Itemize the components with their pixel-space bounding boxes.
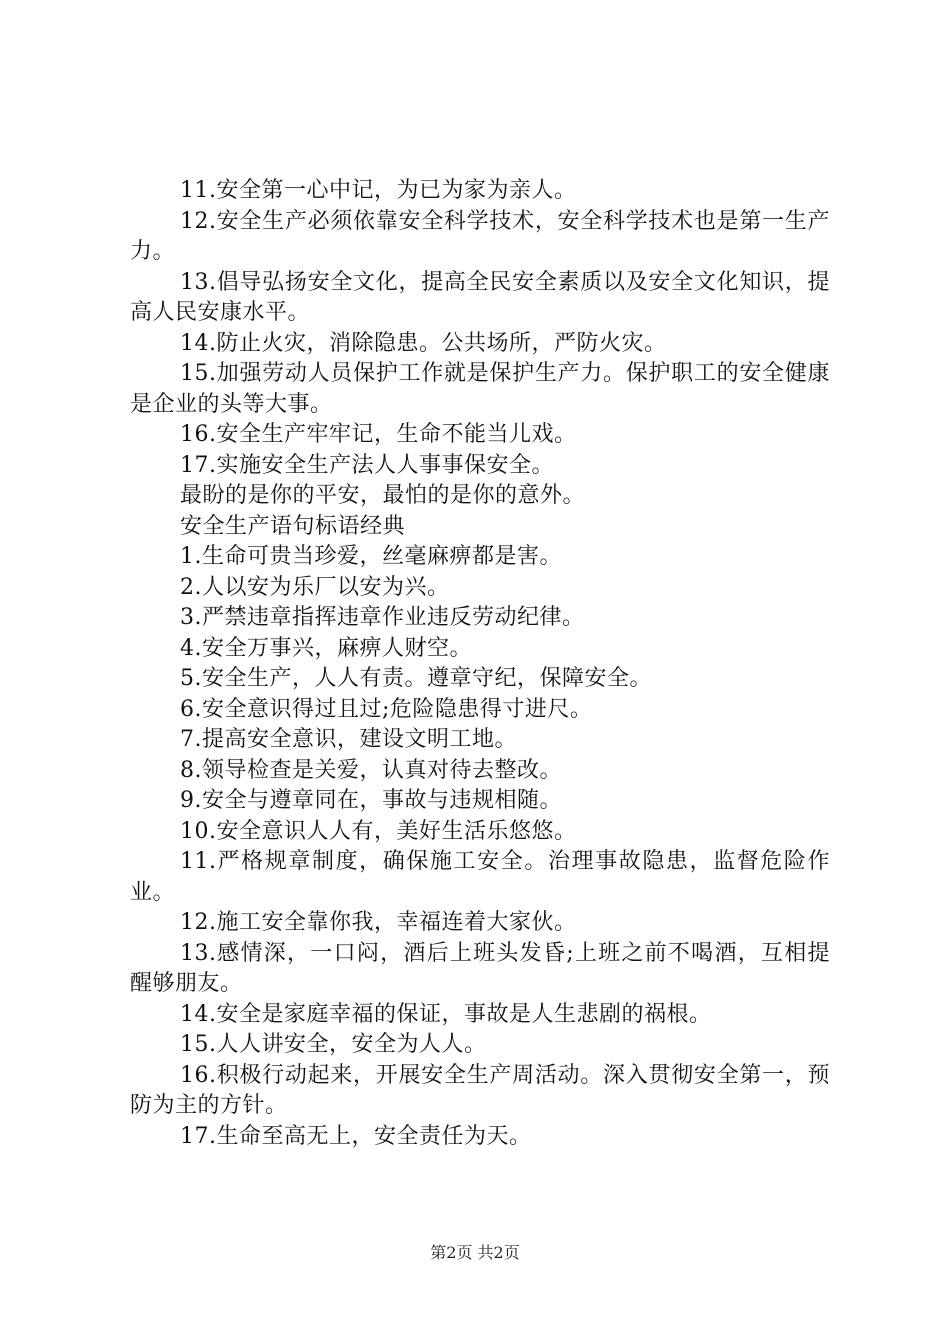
paragraph: 1.生命可贵当珍爱，丝毫麻痹都是害。	[180, 544, 562, 569]
paragraph: 9.安全与遵章同在，事故与违规相随。	[180, 788, 562, 813]
paragraph: 11.严格规章制度，确保施工安全。治理事故隐患，监督危险作业。	[130, 849, 830, 905]
paragraph: 4.安全万事兴，麻痹人财空。	[180, 635, 472, 661]
paragraph: 15.加强劳动人员保护工作就是保护生产力。保护职工的安全健康是企业的头等大事。	[130, 361, 830, 417]
paragraph: 13.感情深，一口闷，酒后上班头发昏;上班之前不喝酒，互相提醒够朋友。	[130, 940, 830, 996]
paragraph: 14.安全是家庭幸福的保证，事故是人生悲剧的祸根。	[180, 1001, 712, 1027]
paragraph: 7.提高安全意识，建设文明工地。	[180, 727, 517, 752]
paragraph: 12.施工安全靠你我，幸福连着大家伙。	[180, 910, 577, 935]
paragraph: 17.生命至高无上，安全责任为天。	[180, 1123, 532, 1149]
paragraph: 10.安全意识人人有，美好生活乐悠悠。	[180, 818, 577, 844]
paragraph: 8.领导检查是关爱，认真对待去整改。	[180, 757, 562, 783]
document-body	[130, 176, 830, 1152]
paragraph: 2.人以安为乐厂以安为兴。	[180, 574, 450, 600]
paragraph: 15.人人讲安全，安全为人人。	[180, 1032, 487, 1057]
page-number-footer: 第2页 共2页	[430, 1243, 520, 1262]
paragraph: 17.实施安全生产法人人事事保安全。	[180, 452, 554, 478]
paragraph: 6.安全意识得过且过;危险隐患得寸进尺。	[180, 696, 593, 722]
paragraph: 12.安全生产必须依靠安全科学技术，安全科学技术也是第一生产力。	[130, 208, 830, 264]
paragraph: 3.严禁违章指挥违章作业违反劳动纪律。	[180, 605, 585, 630]
paragraph: 11.安全第一心中记，为已为家为亲人。	[180, 178, 577, 203]
section-heading: 安全生产语句标语经典	[180, 513, 406, 539]
paragraph: 16.安全生产牢牢记，生命不能当儿戏。	[180, 422, 577, 447]
paragraph: 14.防止火灾，消除隐患。公共场所，严防火灾。	[180, 330, 667, 356]
paragraph: 13.倡导弘扬安全文化，提高全民安全素质以及安全文化知识，提高人民安康水平。	[130, 269, 830, 325]
paragraph: 16.积极行动起来，开展安全生产周活动。深入贯彻安全第一，预防为主的方针。	[130, 1062, 830, 1118]
paragraph: 最盼的是你的平安，最怕的是你的意外。	[180, 483, 586, 508]
paragraph: 5.安全生产，人人有责。遵章守纪，保障安全。	[180, 666, 652, 691]
